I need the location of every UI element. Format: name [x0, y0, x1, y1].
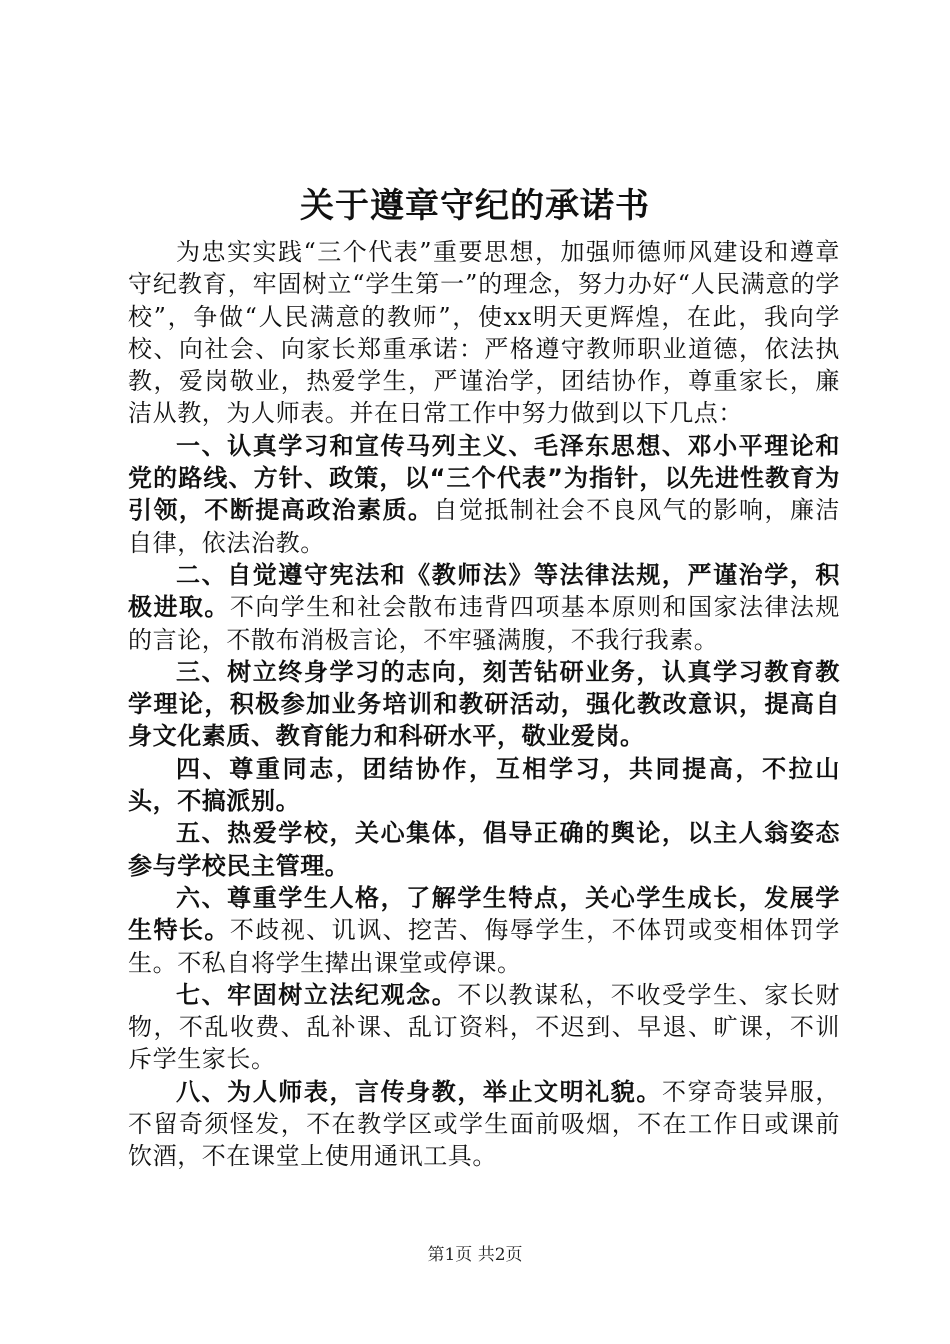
paragraph-text: 不以教谋私，不收受学生、家长财物，不乱收费、乱补课、乱订资料，不迟到、早退、旷课，不训斥学生家长。 [128, 980, 841, 1074]
document-body [128, 236, 840, 1173]
paragraph-intro [128, 236, 840, 430]
paragraph-lead: 七、牢固树立法纪观念。 [176, 980, 458, 1009]
paragraph-text: 自觉抵制社会不良风气的影响，廉洁自律，依法治教。 [128, 496, 840, 557]
paragraph-item-7 [128, 979, 840, 1076]
paragraph-lead: 五、热爱学校，关心集体，倡导正确的舆论，以主人翁姿态参与学校民主管理。 [128, 819, 840, 880]
paragraph-lead: 一、认真学习和宣传马列主义、毛泽东思想、邓小平理论和党的路线、方针、政策，以“三个代表”为指针，以先进性教育为引领，不断提高政治素质。 [128, 431, 840, 525]
paragraph-item-6 [128, 882, 840, 979]
paragraph-text: 为忠实实践“三个代表”重要思想，加强师德师风建设和遵章守纪教育，牢固树立“学生第一”的理念，努力办好“人民满意的学校”，争做“人民满意的教师”，使xx明天更辉煌，在此，我向学校、向社会、向家长郑重承诺：严格遵守教师职业道德，依法执教，爱岗敬业，热爱学生，严谨治学，团结协作，尊重家长，廉洁从教，为人师表。并在日常工作中努力做到以下几点： [128, 238, 840, 428]
document-title: 关于遵章守纪的承诺书 [300, 186, 650, 226]
paragraph-item-3 [128, 656, 840, 753]
paragraph-item-1 [128, 430, 840, 559]
paragraph-lead: 三、树立终身学习的志向，刻苦钻研业务，认真学习教育教学理论，积极参加业务培训和教研活动，强化教改意识，提高自身文化素质、教育能力和科研水平，敬业爱岗。 [128, 657, 840, 751]
paragraph-lead: 六、尊重学生人格，了解学生特点，关心学生成长，发展学生特长。 [128, 883, 840, 945]
paragraph-item-2 [128, 559, 840, 656]
paragraph-text: 不歧视、讥讽、挖苦、侮辱学生，不体罚或变相体罚学生。不私自将学生撵出课堂或停课。 [128, 916, 840, 977]
paragraph-text: 不向学生和社会散布违背四项基本原则和国家法律法规的言论，不散布消极言论，不牢骚满腹，不我行我素。 [128, 593, 840, 654]
page-number-footer: 第1页 共2页 [427, 1245, 523, 1265]
paragraph-lead: 八、为人师表，言传身教，举止文明礼貌。 [176, 1077, 662, 1106]
paragraph-lead: 四、尊重同志，团结协作，互相学习，共同提高，不拉山头，不搞派别。 [128, 754, 840, 816]
paragraph-item-4 [128, 753, 840, 818]
paragraph-lead: 二、自觉遵守宪法和《教师法》等法律法规，严谨治学，积极进取。 [128, 560, 840, 622]
paragraph-item-5 [128, 817, 840, 882]
paragraph-item-8 [128, 1076, 840, 1173]
paragraph-text: 不穿奇装异服，不留奇须怪发，不在教学区或学生面前吸烟，不在工作日或课前饮酒，不在课堂上使用通讯工具。 [128, 1077, 840, 1171]
